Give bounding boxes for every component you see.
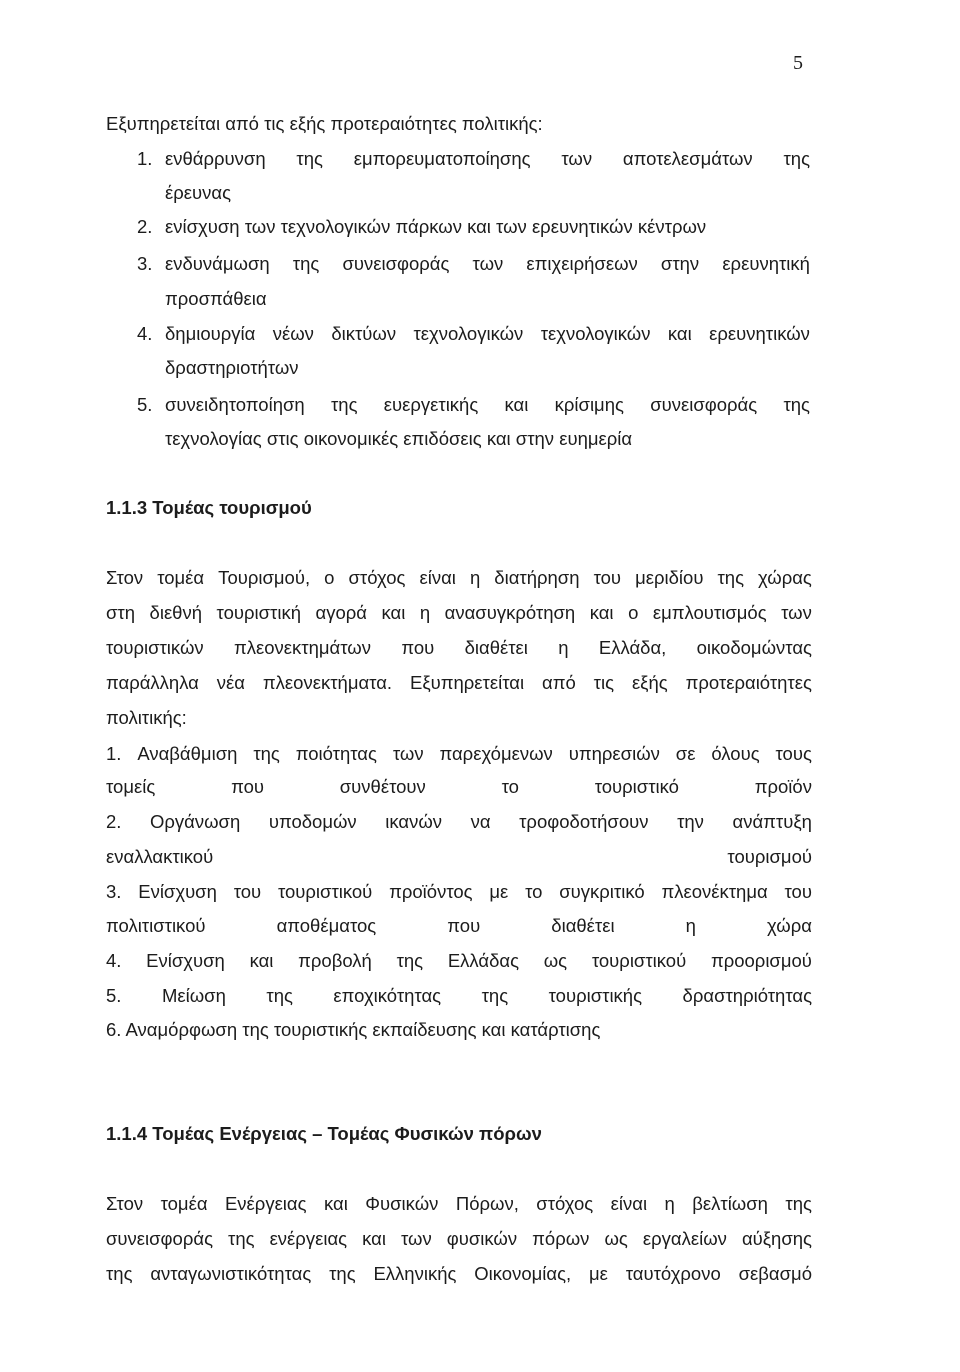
word: σε bbox=[675, 743, 696, 764]
word: που bbox=[447, 915, 481, 936]
word: εμπλουτισμός bbox=[652, 602, 767, 623]
word: δραστηριότητας bbox=[682, 985, 812, 1006]
paragraph-line bbox=[106, 636, 812, 660]
word: εποχικότητας bbox=[333, 985, 442, 1006]
word: τεχνολογικών bbox=[413, 323, 524, 344]
intro-line: Εξυπηρετείται από τις εξής προτεραιότητες πολιτικής: bbox=[106, 113, 543, 134]
word: πόρων bbox=[532, 1228, 590, 1249]
word: διαθέτει bbox=[551, 915, 615, 936]
word: η bbox=[664, 1193, 675, 1214]
word: και bbox=[667, 323, 692, 344]
word: το bbox=[501, 776, 519, 797]
list-item-text-cont: τεχνολογίας στις οικονομικές επιδόσεις και στην ευημερία bbox=[165, 428, 633, 449]
word: είναι bbox=[419, 567, 456, 588]
word: βελτίωση bbox=[692, 1193, 768, 1214]
word: που bbox=[401, 637, 435, 658]
word: με bbox=[588, 1263, 608, 1284]
word: τουριστικού bbox=[591, 950, 687, 971]
word: σεβασμό bbox=[738, 1263, 812, 1284]
word: η bbox=[685, 915, 696, 936]
word: όλους bbox=[711, 743, 760, 764]
word: το bbox=[525, 881, 543, 902]
word: οικοδομώντας bbox=[696, 637, 812, 658]
paragraph-line bbox=[106, 601, 812, 625]
list-item-number: 2. bbox=[137, 216, 153, 237]
word: της bbox=[785, 1193, 812, 1214]
word: της bbox=[783, 394, 810, 415]
list-line bbox=[106, 984, 812, 1008]
word: Οικονομίας, bbox=[474, 1263, 572, 1284]
word: τις bbox=[593, 672, 615, 693]
list-item-text bbox=[165, 147, 810, 171]
word: να bbox=[470, 811, 491, 832]
word: στην bbox=[660, 253, 700, 274]
paragraph-line bbox=[106, 671, 812, 695]
word: τουριστικών bbox=[106, 637, 204, 658]
list-line bbox=[106, 810, 812, 834]
word: συνεισφοράς bbox=[342, 253, 450, 274]
word: τουρισμού bbox=[727, 846, 812, 867]
list-item-text bbox=[165, 322, 810, 346]
word: και bbox=[249, 950, 274, 971]
word: ενέργειας bbox=[269, 1228, 348, 1249]
word: επιχειρήσεων bbox=[526, 253, 638, 274]
word: προτεραιότητες bbox=[685, 672, 812, 693]
word: εργαλείων bbox=[642, 1228, 727, 1249]
word: αύξησης bbox=[741, 1228, 812, 1249]
word: τους bbox=[775, 743, 812, 764]
word: στη bbox=[106, 602, 136, 623]
word: και bbox=[362, 1228, 386, 1249]
word: ταυτόχρονο bbox=[625, 1263, 721, 1284]
list-item-number: 3. bbox=[137, 253, 153, 274]
list-line bbox=[106, 880, 812, 904]
word: της bbox=[106, 1263, 133, 1284]
word: στόχος bbox=[348, 567, 406, 588]
word: η bbox=[419, 602, 431, 623]
word: αγορά bbox=[315, 602, 367, 623]
section-heading-tourism: 1.1.3 Τομέας τουρισμού bbox=[106, 497, 312, 518]
word: Ελλάδα, bbox=[598, 637, 667, 658]
word: της bbox=[296, 148, 323, 169]
word: ως bbox=[604, 1228, 628, 1249]
word: μεριδίου bbox=[635, 567, 704, 588]
word: συνεισφοράς bbox=[650, 394, 758, 415]
list-line bbox=[106, 845, 812, 869]
word: του bbox=[593, 567, 622, 588]
word: Μείωση bbox=[161, 985, 226, 1006]
word: των bbox=[392, 743, 424, 764]
word: ανασυγκρότηση bbox=[444, 602, 576, 623]
word: της bbox=[481, 985, 509, 1006]
word: στόχος bbox=[536, 1193, 594, 1214]
word: της bbox=[329, 1263, 356, 1284]
word: πολιτιστικού bbox=[106, 915, 206, 936]
list-item-number: 5. bbox=[137, 394, 153, 415]
word: υποδομών bbox=[268, 811, 357, 832]
word: συνεισφοράς bbox=[106, 1228, 213, 1249]
word: που bbox=[231, 776, 264, 797]
word: και bbox=[381, 602, 406, 623]
list-line bbox=[106, 775, 812, 799]
list-line: 6. Αναμόρφωση της τουριστικής εκπαίδευσης και κατάρτισης bbox=[106, 1019, 601, 1040]
word: Ενέργειας bbox=[224, 1193, 307, 1214]
word: Ενίσχυση bbox=[146, 950, 225, 971]
paragraph-line bbox=[106, 566, 812, 590]
word: προϊόν bbox=[754, 776, 812, 797]
word: ως bbox=[543, 950, 568, 971]
page-number: 5 bbox=[793, 52, 803, 74]
word: δικτύων bbox=[331, 323, 397, 344]
word: με bbox=[489, 881, 509, 902]
word: ικανών bbox=[385, 811, 443, 832]
word: διεθνή bbox=[149, 602, 203, 623]
word: συγκριτικό bbox=[559, 881, 645, 902]
word: Ενίσχυση bbox=[138, 881, 217, 902]
word: παρεχόμενων bbox=[439, 743, 553, 764]
word: χώρα bbox=[767, 915, 812, 936]
word: διατήρηση bbox=[494, 567, 580, 588]
word: τεχνολογικών bbox=[540, 323, 651, 344]
word: Τουρισμού, bbox=[218, 567, 311, 588]
word: πλεονεκτημάτων bbox=[233, 637, 371, 658]
paragraph-line bbox=[106, 1227, 812, 1251]
list-line bbox=[106, 914, 812, 938]
word: ευεργετικής bbox=[383, 394, 479, 415]
word: ερευνητικών bbox=[709, 323, 810, 344]
word: Στον bbox=[106, 1193, 144, 1214]
word: 1. bbox=[106, 743, 122, 764]
word: ενδυνάμωση bbox=[165, 253, 270, 274]
word: συνειδητοποίηση bbox=[165, 394, 305, 415]
word: τουριστικό bbox=[594, 776, 679, 797]
list-item-text-cont: δραστηριοτήτων bbox=[165, 357, 299, 378]
word: ανάπτυξη bbox=[732, 811, 812, 832]
word: κρίσιμης bbox=[554, 394, 624, 415]
list-line bbox=[106, 742, 812, 766]
word: προορισμού bbox=[710, 950, 812, 971]
word: των bbox=[472, 253, 504, 274]
word: Εξυπηρετείται bbox=[409, 672, 525, 693]
word: εναλλακτικού bbox=[106, 846, 214, 867]
word: τομείς bbox=[106, 776, 156, 797]
word: αποθέματος bbox=[276, 915, 377, 936]
word: των bbox=[781, 602, 812, 623]
word: προϊόντος bbox=[389, 881, 473, 902]
word: της bbox=[292, 253, 320, 274]
word: πλεονέκτημα bbox=[661, 881, 768, 902]
word: της bbox=[253, 743, 280, 764]
word: η bbox=[469, 567, 481, 588]
word: της bbox=[717, 567, 744, 588]
paragraph-line bbox=[106, 1262, 812, 1286]
word: τροφοδοτήσουν bbox=[519, 811, 649, 832]
word: ποιότητας bbox=[295, 743, 377, 764]
word: της bbox=[396, 950, 424, 971]
word: ανταγωνιστικότητας bbox=[150, 1263, 312, 1284]
word: ερευνητική bbox=[722, 253, 810, 274]
word: της bbox=[228, 1228, 255, 1249]
word: χώρας bbox=[758, 567, 812, 588]
word: τουριστική bbox=[216, 602, 301, 623]
list-item-text bbox=[165, 393, 810, 417]
word: της bbox=[783, 148, 810, 169]
word: φυσικών bbox=[446, 1228, 518, 1249]
word: η bbox=[558, 637, 569, 658]
word: εμπορευματοποίησης bbox=[353, 148, 531, 169]
word: Φυσικών bbox=[365, 1193, 439, 1214]
word: υπηρεσιών bbox=[568, 743, 660, 764]
word: Ελληνικής bbox=[373, 1263, 457, 1284]
word: της bbox=[266, 985, 293, 1006]
word: διαθέτει bbox=[464, 637, 528, 658]
list-line bbox=[106, 949, 812, 973]
word: ενθάρρυνση bbox=[165, 148, 266, 169]
word: συνθέτουν bbox=[339, 776, 426, 797]
word: ο bbox=[628, 602, 639, 623]
list-item-number: 1. bbox=[137, 148, 153, 169]
word: ο bbox=[324, 567, 335, 588]
word: και bbox=[504, 394, 529, 415]
paragraph-line: πολιτικής: bbox=[106, 707, 187, 728]
word: νέων bbox=[272, 323, 314, 344]
word: 4. bbox=[106, 950, 122, 971]
word: Ελλάδας bbox=[447, 950, 519, 971]
word: Αναβάθμιση bbox=[137, 743, 238, 764]
word: τομέα bbox=[160, 1193, 208, 1214]
word: από bbox=[542, 672, 576, 693]
list-item-text-cont: προσπάθεια bbox=[165, 288, 267, 309]
word: Οργάνωση bbox=[150, 811, 241, 832]
word: της bbox=[330, 394, 358, 415]
word: Πόρων, bbox=[455, 1193, 519, 1214]
word: Στον bbox=[106, 567, 144, 588]
word: την bbox=[677, 811, 704, 832]
word: και bbox=[589, 602, 614, 623]
word: του bbox=[233, 881, 262, 902]
word: τουριστικής bbox=[548, 985, 643, 1006]
word: 2. bbox=[106, 811, 122, 832]
word: εξής bbox=[631, 672, 668, 693]
word: παράλληλα bbox=[106, 672, 199, 693]
word: 3. bbox=[106, 881, 122, 902]
word: προβολή bbox=[298, 950, 372, 971]
list-item-text-cont: έρευνας bbox=[165, 182, 231, 203]
word: αποτελεσμάτων bbox=[622, 148, 753, 169]
list-item-text: ενίσχυση των τεχνολογικών πάρκων και των ερευνητικών κέντρων bbox=[165, 216, 707, 237]
section-heading-energy: 1.1.4 Τομέας Ενέργειας – Τομέας Φυσικών πόρων bbox=[106, 1123, 542, 1144]
word: δημιουργία bbox=[165, 323, 256, 344]
list-item-number: 4. bbox=[137, 323, 153, 344]
word: 5. bbox=[106, 985, 122, 1006]
word: νέα bbox=[216, 672, 245, 693]
paragraph-line bbox=[106, 1192, 812, 1216]
list-item-text bbox=[165, 252, 810, 276]
word: των bbox=[400, 1228, 432, 1249]
word: και bbox=[323, 1193, 348, 1214]
word: των bbox=[561, 148, 593, 169]
word: είναι bbox=[610, 1193, 648, 1214]
word: πλεονεκτήματα. bbox=[262, 672, 393, 693]
word: του bbox=[784, 881, 812, 902]
word: τουριστικού bbox=[277, 881, 373, 902]
word: τομέα bbox=[157, 567, 205, 588]
